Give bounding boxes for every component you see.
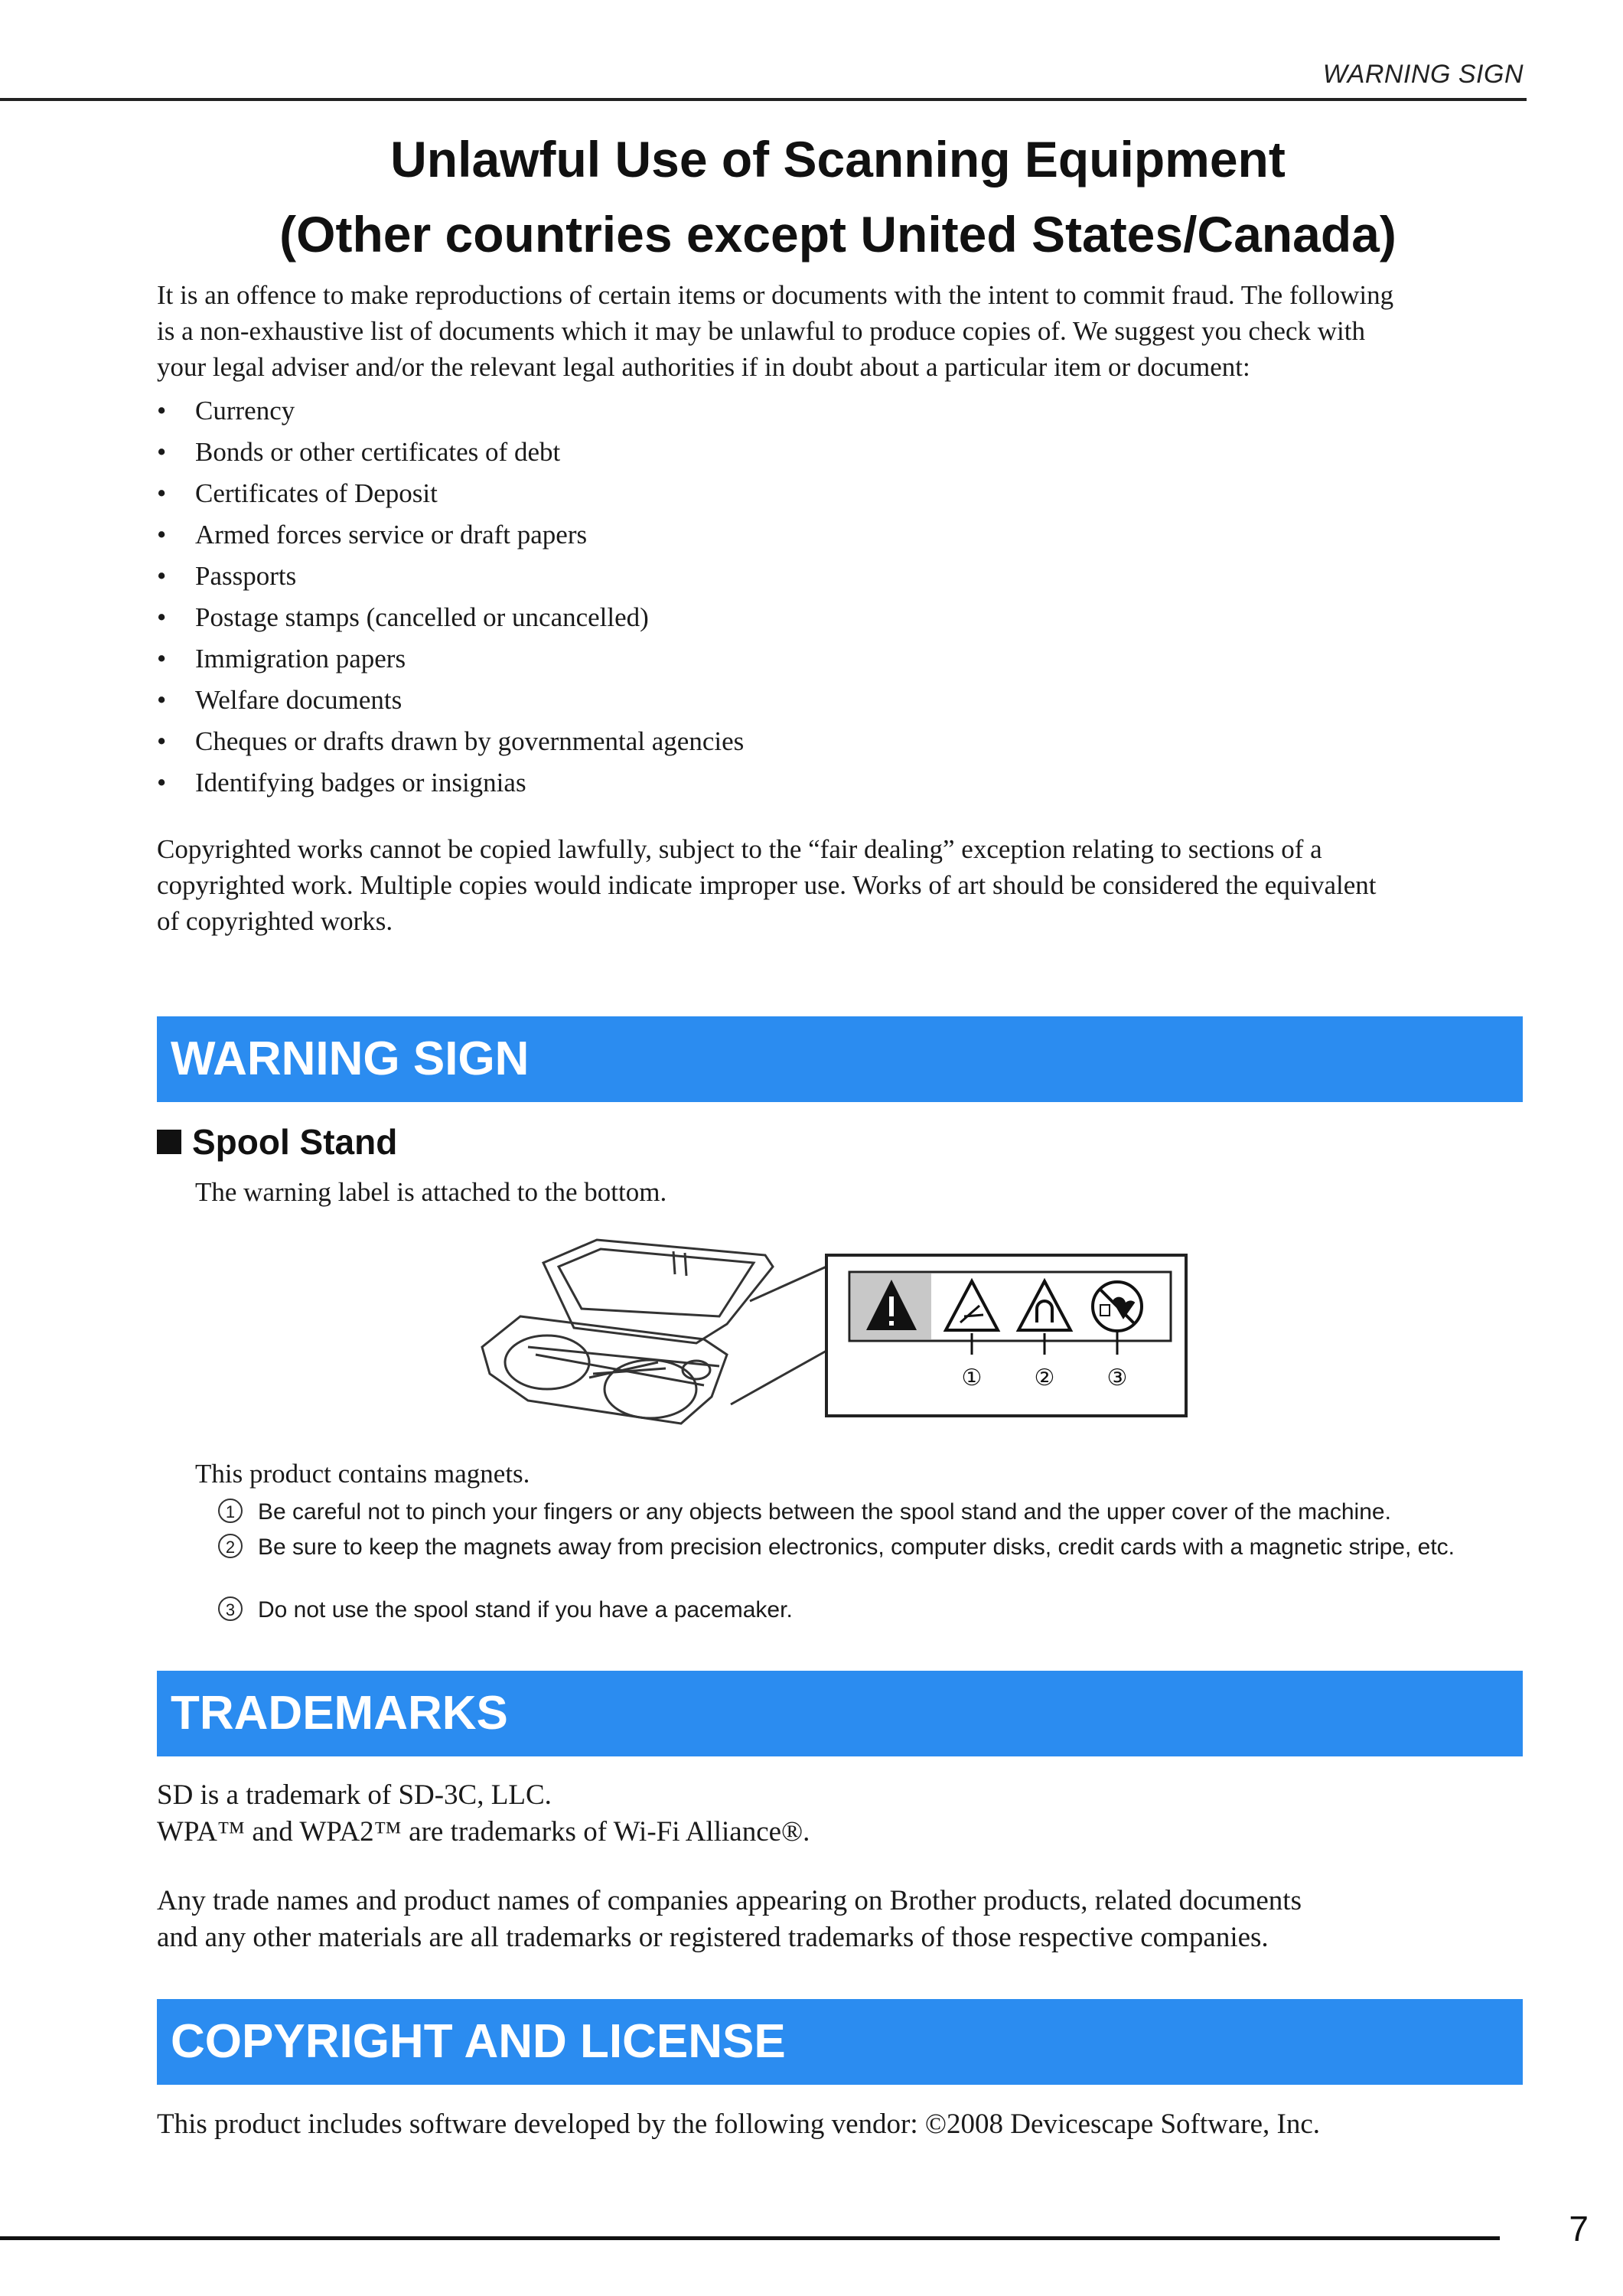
copyright-license-banner: COPYRIGHT AND LICENSE: [157, 1999, 1523, 2085]
intro-line: It is an offence to make reproductions of certain items or documents with the intent to commit fraud. The following: [157, 280, 1394, 310]
copyright-line: of copyrighted works.: [157, 906, 393, 936]
list-item: • Armed forces service or draft papers: [157, 514, 744, 556]
page-number: 7: [1569, 2209, 1589, 2249]
list-item: • Bonds or other certificates of debt: [157, 432, 744, 473]
list-item: • Immigration papers: [157, 638, 744, 680]
square-bullet-icon: [157, 1130, 181, 1154]
callout-2: ②: [1034, 1365, 1055, 1391]
note-text: Do not use the spool stand if you have a pacemaker.: [258, 1597, 793, 1623]
note-text: Be careful not to pinch your fingers or any objects between the spool stand and the upper cover of the machine.: [258, 1499, 1391, 1525]
trademark-para-line: Any trade names and product names of companies appearing on Brother products, related documents: [157, 1885, 1302, 1916]
magnets-note: This product contains magnets.: [195, 1459, 530, 1489]
note-item: [218, 1596, 1527, 1624]
trademarks-paragraph: [157, 1883, 1527, 1956]
callout-3: ③: [1106, 1365, 1128, 1391]
list-item: • Certificates of Deposit: [157, 473, 744, 514]
intro-line: is a non-exhaustive list of documents which it may be unlawful to produce copies of. We suggest you check with: [157, 316, 1365, 346]
warning-label-panel: [826, 1255, 1186, 1416]
trademark-para-line: and any other materials are all trademarks or registered trademarks of those respective companies.: [157, 1922, 1269, 1953]
copyright-license-text: This product includes software developed by the following vendor: ©2008 Devicescape Software, Inc.: [157, 2108, 1320, 2140]
spool-stand-illustration: [474, 1232, 1201, 1446]
list-item: • Postage stamps (cancelled or uncancelled): [157, 597, 744, 638]
page-title-line2: (Other countries except United States/Canada): [279, 206, 1396, 263]
note-item: [218, 1499, 1527, 1526]
copyright-paragraph: [157, 831, 1527, 939]
trademarks-lines: [157, 1777, 1527, 1851]
note-text: Be sure to keep the magnets away from precision electronics, computer disks, credit cards with a magnetic stripe, etc.: [258, 1534, 1455, 1560]
callout-1: ①: [961, 1365, 983, 1391]
trademark-line: WPA™ and WPA2™ are trademarks of Wi-Fi Alliance®.: [157, 1816, 810, 1848]
trademark-line: SD is a trademark of SD-3C, LLC.: [157, 1779, 552, 1811]
copyright-line: copyrighted work. Multiple copies would indicate improper use. Works of art should be considered the equivalent: [157, 870, 1377, 900]
footer-rule: [0, 2236, 1500, 2240]
spool-stand-heading: [157, 1121, 397, 1163]
warning-sign-banner: WARNING SIGN: [157, 1016, 1523, 1102]
running-header: WARNING SIGN: [1322, 60, 1524, 89]
intro-line: your legal adviser and/or the relevant legal authorities if in doubt about a particular item or document:: [157, 352, 1250, 382]
note-number: 3: [218, 1596, 243, 1621]
callout-leader: [731, 1267, 826, 1404]
list-item: • Currency: [157, 390, 744, 432]
list-item: • Identifying badges or insignias: [157, 762, 744, 804]
trademarks-banner: TRADEMARKS: [157, 1671, 1523, 1756]
spool-stand-drawing: [482, 1240, 773, 1424]
list-item: • Welfare documents: [157, 680, 744, 721]
warning-label-note: The warning label is attached to the bottom.: [195, 1177, 667, 1207]
list-item: • Passports: [157, 556, 744, 597]
note-number: 2: [218, 1534, 243, 1558]
spool-stand-title: Spool Stand: [192, 1122, 398, 1162]
list-item: • Cheques or drafts drawn by governmental agencies: [157, 721, 744, 762]
note-number: 1: [218, 1499, 243, 1523]
restricted-items-list: [157, 390, 744, 804]
copyright-line: Copyrighted works cannot be copied lawfully, subject to the “fair dealing” exception relating to sections of a: [157, 834, 1322, 864]
note-item: [218, 1534, 1527, 1561]
header-rule: [0, 98, 1527, 101]
intro-paragraph: [157, 277, 1527, 385]
page-title-line1: Unlawful Use of Scanning Equipment: [390, 131, 1286, 188]
